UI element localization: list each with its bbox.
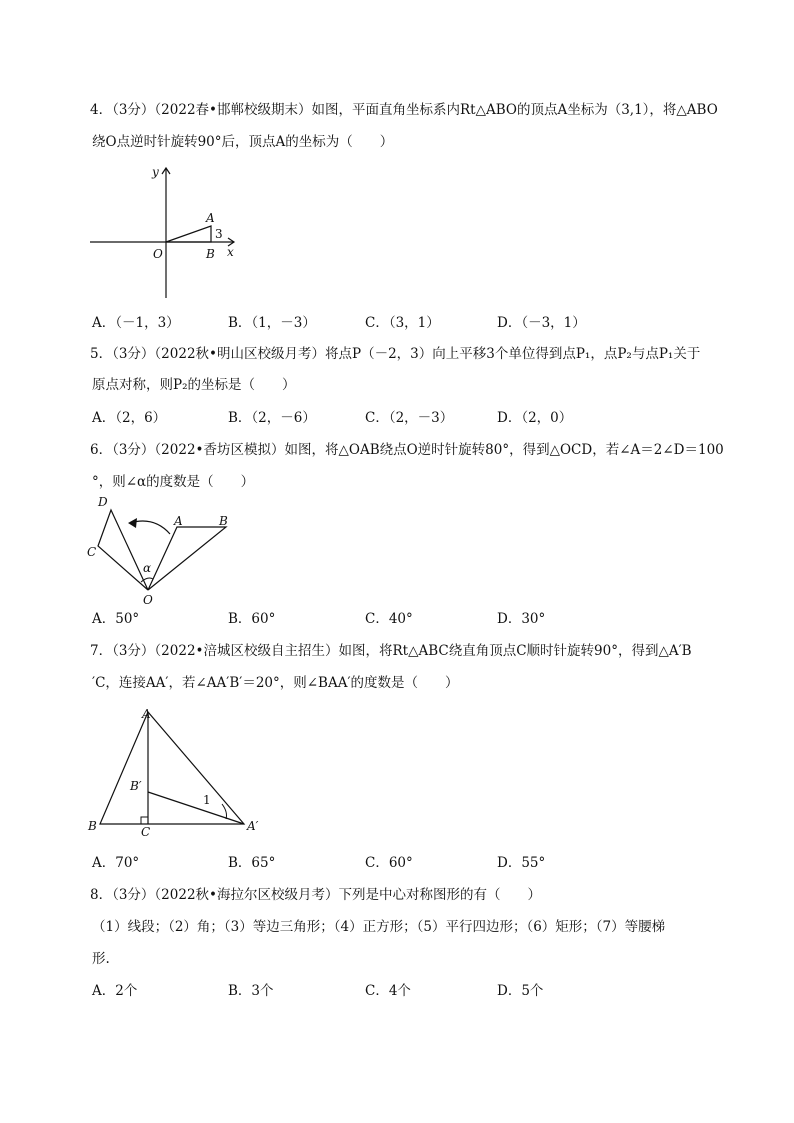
q6-triangle-oab bbox=[148, 527, 226, 590]
q7-label-a: A bbox=[142, 707, 151, 721]
q5-line-1: 5．（3分）（2022秋•明山区校级月考）将点P（－2，3）向上平移3个单位得到点P₁，点P₂与点P₁关于 bbox=[90, 346, 701, 362]
q4-option-a[interactable]: A．（－1，3） bbox=[92, 315, 180, 331]
q7-options bbox=[92, 854, 652, 872]
q4-label-b: B bbox=[206, 247, 215, 261]
q4-options bbox=[92, 314, 652, 332]
q6-label-c: C bbox=[87, 545, 97, 559]
q6-label-b: B bbox=[219, 514, 228, 528]
q7-label-1: 1 bbox=[203, 793, 211, 807]
q7-option-b[interactable]: B．65° bbox=[228, 855, 276, 871]
q4-label-o: O bbox=[153, 247, 163, 261]
q5-options bbox=[92, 409, 652, 427]
q4-option-b[interactable]: B．（1，－3） bbox=[228, 315, 316, 331]
q7-option-a[interactable]: A．70° bbox=[92, 855, 140, 871]
q5-line-2: 原点对称，则P₂的坐标是（ ） bbox=[92, 377, 296, 393]
q7-label-b: B bbox=[88, 819, 97, 833]
q7-line-1: 7．（3分）（2022•涪城区校级自主招生）如图，将Rt△ABC绕直角顶点C顺时针旋转90°，得到△A′B bbox=[90, 643, 692, 659]
q4-option-d[interactable]: D．（－3，1） bbox=[497, 315, 586, 331]
q4-label-3: 3 bbox=[215, 227, 223, 241]
q7-option-c[interactable]: C．60° bbox=[365, 855, 413, 871]
q6-label-o: O bbox=[143, 593, 153, 607]
q6-option-a[interactable]: A．50° bbox=[92, 611, 140, 627]
q4-label-x: x bbox=[227, 245, 234, 259]
q6-option-d[interactable]: D．30° bbox=[497, 611, 546, 627]
q4-figure bbox=[86, 162, 246, 302]
q8-line-2: （1）线段；（2）角；（3）等边三角形；（4）正方形；（5）平行四边形；（6）矩形；（7）等腰梯 bbox=[92, 919, 666, 935]
q8-option-a[interactable]: A．2个 bbox=[92, 983, 138, 999]
q5-option-d[interactable]: D．（2，0） bbox=[497, 410, 573, 426]
q6-label-a: A bbox=[174, 514, 183, 528]
q4-label-y: y bbox=[152, 165, 159, 179]
q8-option-b[interactable]: B．3个 bbox=[228, 983, 274, 999]
q7-triangle-aba-prime bbox=[100, 712, 244, 824]
q8-line-1: 8．（3分）（2022秋•海拉尔区校级月考）下列是中心对称图形的有（ ） bbox=[90, 887, 541, 903]
q6-options bbox=[92, 610, 652, 628]
q5-option-b[interactable]: B．（2，－6） bbox=[228, 410, 316, 426]
q8-line-3: 形. bbox=[92, 951, 110, 967]
q4-line-1: 4．（3分）（2022春•邯郸校级期末）如图，平面直角坐标系内Rt△ABO的顶点A坐标为（3,1），将△ABO bbox=[90, 102, 718, 118]
q7-label-a-prime: A′ bbox=[247, 819, 259, 833]
q7-line-2: ′C，连接AA′，若∠AA′B′＝20°，则∠BAA′的度数是（ ） bbox=[92, 675, 459, 691]
q6-figure bbox=[84, 490, 244, 608]
q6-label-alpha: α bbox=[143, 561, 152, 575]
q8-option-c[interactable]: C．4个 bbox=[365, 983, 411, 999]
q6-triangle-ocd bbox=[98, 510, 148, 590]
q7-label-b-prime: B′ bbox=[130, 779, 142, 793]
q4-option-c[interactable]: C．（3，1） bbox=[365, 315, 440, 331]
q8-option-d[interactable]: D．5个 bbox=[497, 983, 544, 999]
q5-option-a[interactable]: A．（2，6） bbox=[92, 410, 167, 426]
q8-options bbox=[92, 982, 652, 1000]
q7-label-c: C bbox=[141, 825, 151, 839]
q6-option-c[interactable]: C．40° bbox=[365, 611, 413, 627]
q7-right-angle-mark bbox=[141, 817, 148, 824]
q6-option-b[interactable]: B．60° bbox=[228, 611, 276, 627]
q6-arrow-head bbox=[128, 518, 137, 528]
q4-line-2: 绕O点逆时针旋转90°后，顶点A的坐标为（ ） bbox=[92, 134, 394, 150]
q5-option-c[interactable]: C．（2，－3） bbox=[365, 410, 454, 426]
q4-label-a: A bbox=[206, 211, 215, 225]
q6-label-d: D bbox=[98, 495, 108, 509]
q7-figure bbox=[84, 702, 274, 842]
q6-line-2: °，则∠α的度数是（ ） bbox=[92, 474, 255, 490]
q4-triangle-abo bbox=[166, 226, 211, 242]
q6-line-1: 6．（3分）（2022•香坊区模拟）如图，将△OAB绕点O逆时针旋转80°，得到△OCD，若∠A＝2∠D＝100 bbox=[90, 442, 724, 458]
q7-option-d[interactable]: D．55° bbox=[497, 855, 546, 871]
